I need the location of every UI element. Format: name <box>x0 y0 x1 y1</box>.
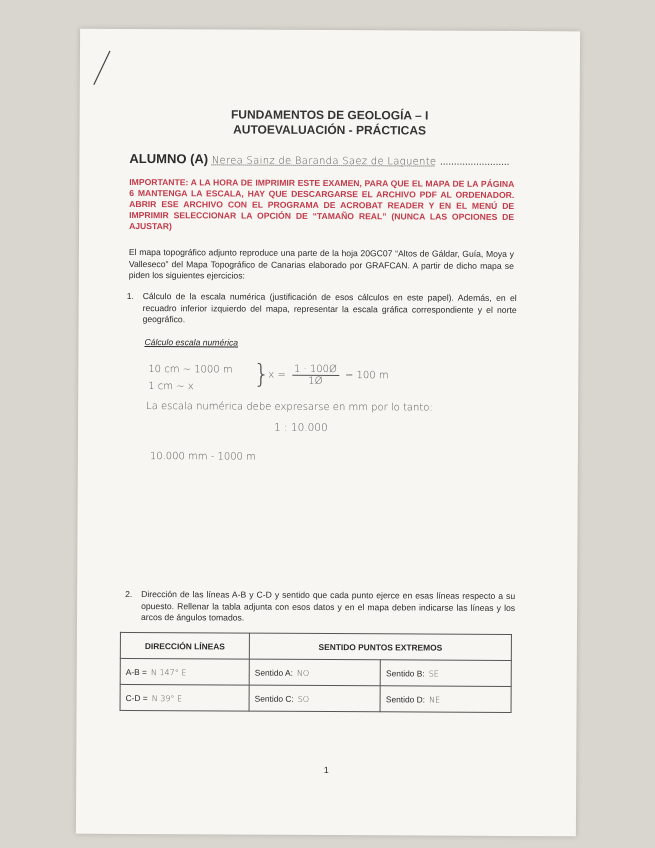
point-label: Sentido A: <box>254 667 293 678</box>
table-row <box>120 658 511 686</box>
cell-point-2 <box>380 660 511 687</box>
point-value: SE <box>428 669 439 679</box>
calc-label: Cálculo escala numérica <box>144 337 239 348</box>
hw-formula-x: x = <box>268 369 286 381</box>
intro-paragraph: El mapa topográfico adjunto reproduce una parte de la hoja 20GC07 “Altos de Gáldar, Guía, Moya y Valleseco” del Mapa Topográfico de Canarias elaborado por GRAFCAN. A partir de dicho mapa se piden los siguientes ejercicios: <box>128 246 514 281</box>
cell-point-2 <box>380 686 511 713</box>
point-value: NO <box>296 668 310 678</box>
table-row <box>120 684 511 712</box>
question-1-number: 1. <box>126 290 134 301</box>
cell-point-1 <box>249 685 380 712</box>
hw-line-1: 10 cm ~ 1000 m <box>148 364 233 376</box>
line-label: A-B = <box>125 666 147 677</box>
student-line <box>129 151 509 168</box>
question-2-text: Dirección de las líneas A-B y C-D y sentido que cada punto ejerce en esas líneas respecto a su opuesto. Rellenar la tabla adjunta con esos datos y en el mapa deben indicarse las líneas y los arcos de ángulos tomados. <box>141 589 516 623</box>
point-label: Sentido C: <box>254 693 294 704</box>
hw-sentence: La escala numérica debe expresarse en mm por lo tanto: <box>146 401 433 414</box>
table-header-row <box>120 632 511 660</box>
hw-numerator: 1 · 100Ø <box>292 364 339 376</box>
student-dots: ......................... <box>439 156 510 168</box>
hw-line-2: 1 cm ~ x <box>148 381 194 393</box>
exam-page <box>76 29 580 837</box>
question-2 <box>125 589 515 626</box>
student-label: ALUMNO (A) <box>129 150 209 167</box>
page-number: 1 <box>323 764 329 776</box>
hw-result: = 100 m <box>344 370 389 382</box>
hw-equivalence: 10.000 mm - 1000 m <box>149 451 256 463</box>
hw-scale: 1 : 10.000 <box>273 421 328 434</box>
point-value: NE <box>429 695 441 705</box>
hw-denominator: 1Ø <box>308 375 323 387</box>
line-value: N 39° E <box>151 693 183 703</box>
hw-fraction <box>292 364 339 387</box>
header-lines: DIRECCIÓN LÍNEAS <box>120 632 249 659</box>
point-label: Sentido D: <box>385 693 426 705</box>
line-value: N 147° E <box>150 667 187 677</box>
important-notice: IMPORTANTE: A LA HORA DE IMPRIMIR ESTE EXAMEN, PARA QUE EL MAPA DE LA PÁGINA 6 MANTENGA LA ESCALA, HAY QUE DESCARGARSE EL ARCHIVO PDF AL ORDENADOR. ABRIR ESE ARCHIVO CON EL PROGRAMA DE ACROBAT READER Y EN EL MENÚ DE IMPRIMIR SELECCIONAR LA OPCIÓN DE “TAMAÑO REAL” (NUNCA LAS OPCIONES DE AJUSTAR) <box>129 176 515 232</box>
page-title: FUNDAMENTOS DE GEOLOGÍA – I <box>230 107 429 123</box>
question-1-text: Cálculo de la escala numérica (justificación de esos cálculos en este papel). Además, en el recuadro inferior izquierdo del mapa, representar la escala gráfica correspondiente y el norte geográfico. <box>142 291 517 325</box>
hw-formula <box>268 364 388 388</box>
cell-point-1 <box>249 659 380 686</box>
directions-table <box>120 632 512 713</box>
cell-line <box>120 684 249 711</box>
header-sense: SENTIDO PUNTOS EXTREMOS <box>249 633 511 660</box>
student-name: Nerea Sainz de Baranda Saez de Laguente <box>211 155 437 168</box>
point-value: SO <box>297 694 310 704</box>
line-label: C-D = <box>125 692 148 703</box>
point-label: Sentido B: <box>386 667 425 679</box>
hw-brace: } <box>253 359 270 390</box>
page-subtitle: AUTOEVALUACIÓN - PRÁCTICAS <box>233 122 427 138</box>
cell-line <box>120 658 249 685</box>
question-1 <box>127 291 517 328</box>
pen-mark <box>88 49 118 89</box>
question-2-number: 2. <box>125 588 133 599</box>
